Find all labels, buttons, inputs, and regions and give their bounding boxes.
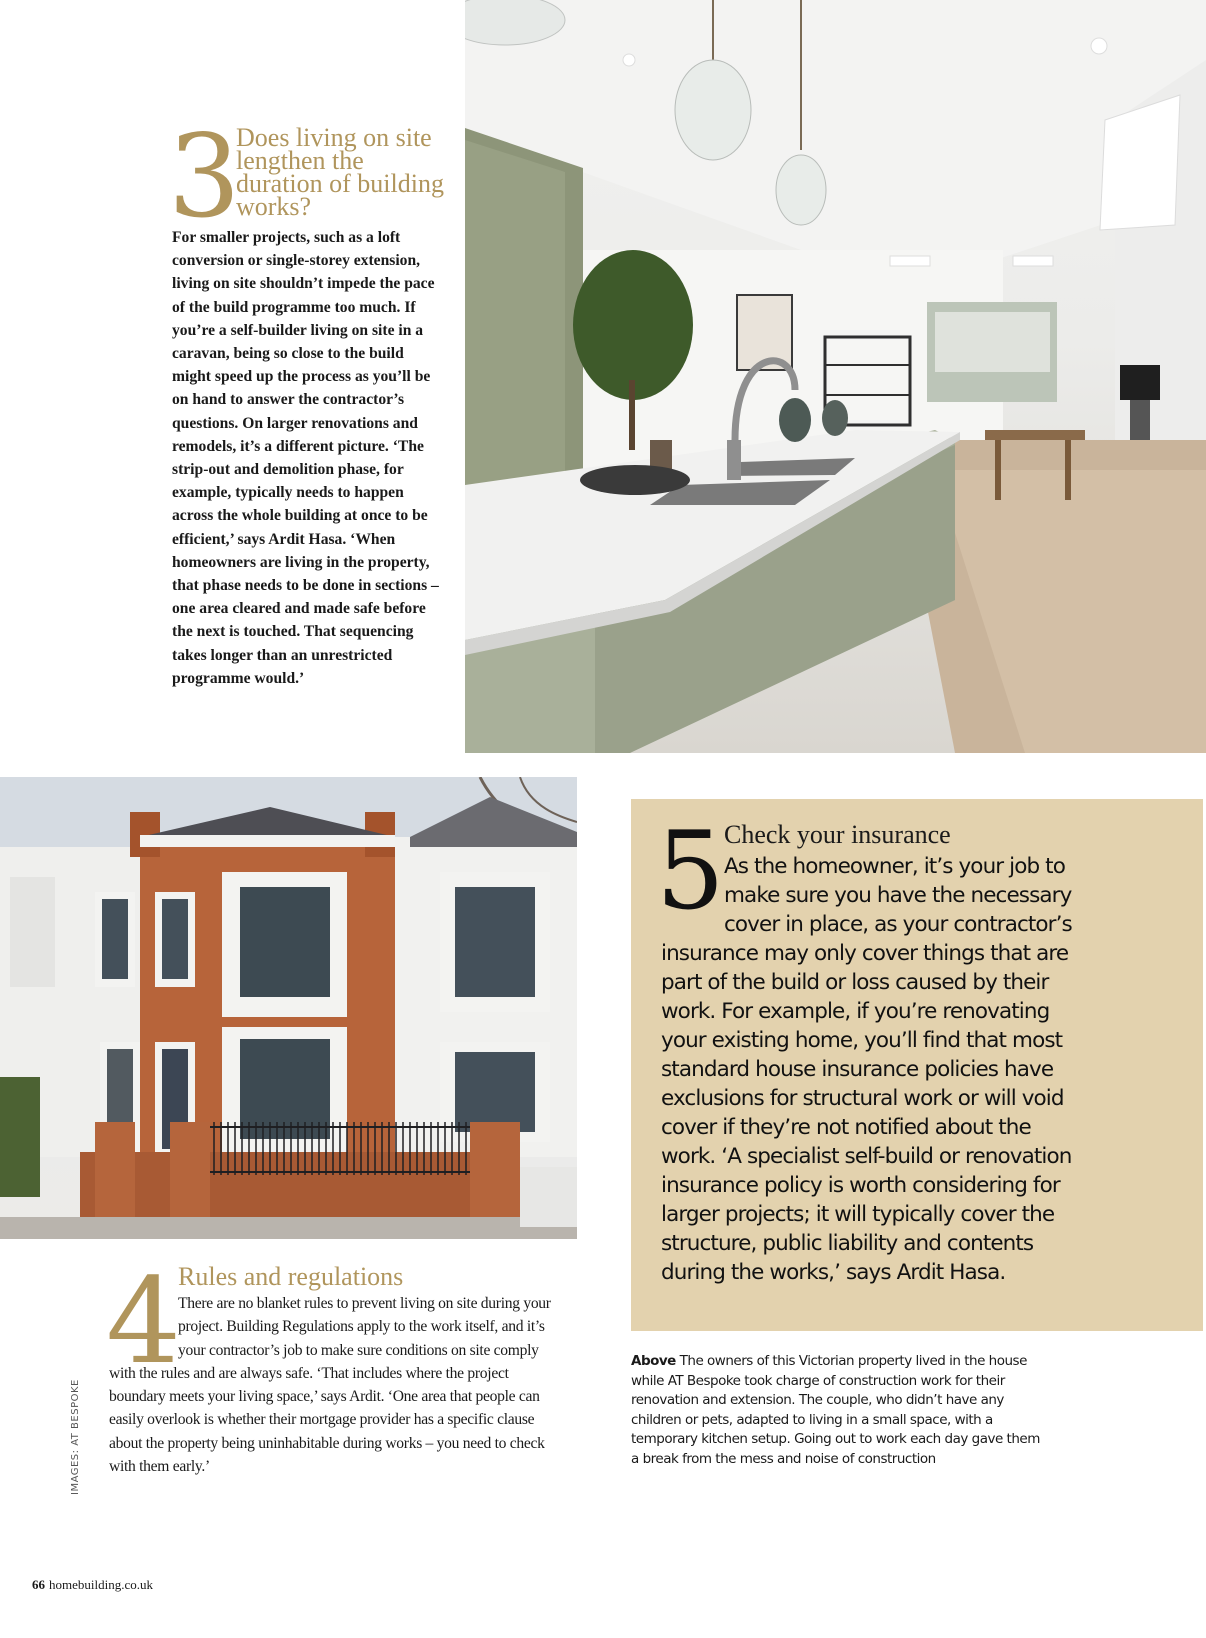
page-number: 66 [32,1577,45,1592]
kitchen-photo [465,0,1206,753]
house-photo [0,777,577,1239]
image-credit [70,1379,86,1495]
section-3-number: 3 [168,110,241,243]
section-4-body: There are no blanket rules to prevent living on site during your project. Building Regulations apply to the work itself, and it’s your contractor’s job to make sure conditions on site comply with the rules and are always safe. ‘That includes where the project boundary meets your living space,’ says Ardit. ‘One area that people can easily overlook is whether their mortgage provider has a specific clause about the property being uninhabitable during works – you need to check with them early.’ [109,1292,559,1478]
section-5-body [661,852,1075,1287]
section-3-body: For smaller projects, such as a loft conversion or single-storey extension, living on site shouldn’t impede the pace of the build programme too much. If you’re a self-builder living on site in a caravan, being so close to the build might speed up the process as you’ll be on hand to answer the contractor’s questions. On larger renovations and remodels, it’s a different picture. ‘The strip-out and demolition phase, for example, typically needs to happen across the whole building at once to be efficient,’ says Ardit Hasa. ‘When homeowners are living in the property, that phase needs to be done in sections – one area cleared and made safe before the next is touched. That sequencing takes longer than an unrestricted programme would.’ [172,229,439,687]
caption-label: Above [631,1353,676,1369]
section-4-heading: Rules and regulations [178,1262,404,1291]
dropcap-shim [661,852,724,936]
image-credit-text: IMAGES: AT BESPOKE [70,1379,81,1495]
dropcap-shim [109,1292,178,1352]
photo-caption [631,1352,1051,1469]
kitchen-illustration [465,0,1206,753]
house-illustration [0,777,577,1239]
footer-site: homebuilding.co.uk [49,1577,153,1592]
section-4-number: 4 [106,1252,182,1390]
section-3-heading: Does living on site lengthen the duration of building works? [236,123,444,221]
page-footer [32,1577,153,1593]
section-5-number: 5 [656,809,725,934]
section-5-body-text: As the homeowner, it’s your job to make sure you have the necessary cover in place, as your contractor’s insurance may only cover things that are part of the build or loss caused by their work. For example, if you’re renovating your existing home, you’ll find that most standard house insurance policies have exclusions for structural work or will void cover if they’re not notified about the work. ‘A specialist self-build or renovation insurance policy is worth considering for larger projects; it will typically cover the structure, public liability and contents during the works,’ says Ardit Hasa. [661,854,1072,1285]
caption-text: The owners of this Victorian property lived in the house while AT Bespoke took charge of construction work for their renovation and extension. The couple, who didn’t have any children or pets, adapted to living in a small space, with a temporary kitchen setup. Going out to work each day gave them a break from the mess and noise of construction [631,1353,1040,1467]
section-5-heading: Check your insurance [724,820,951,849]
